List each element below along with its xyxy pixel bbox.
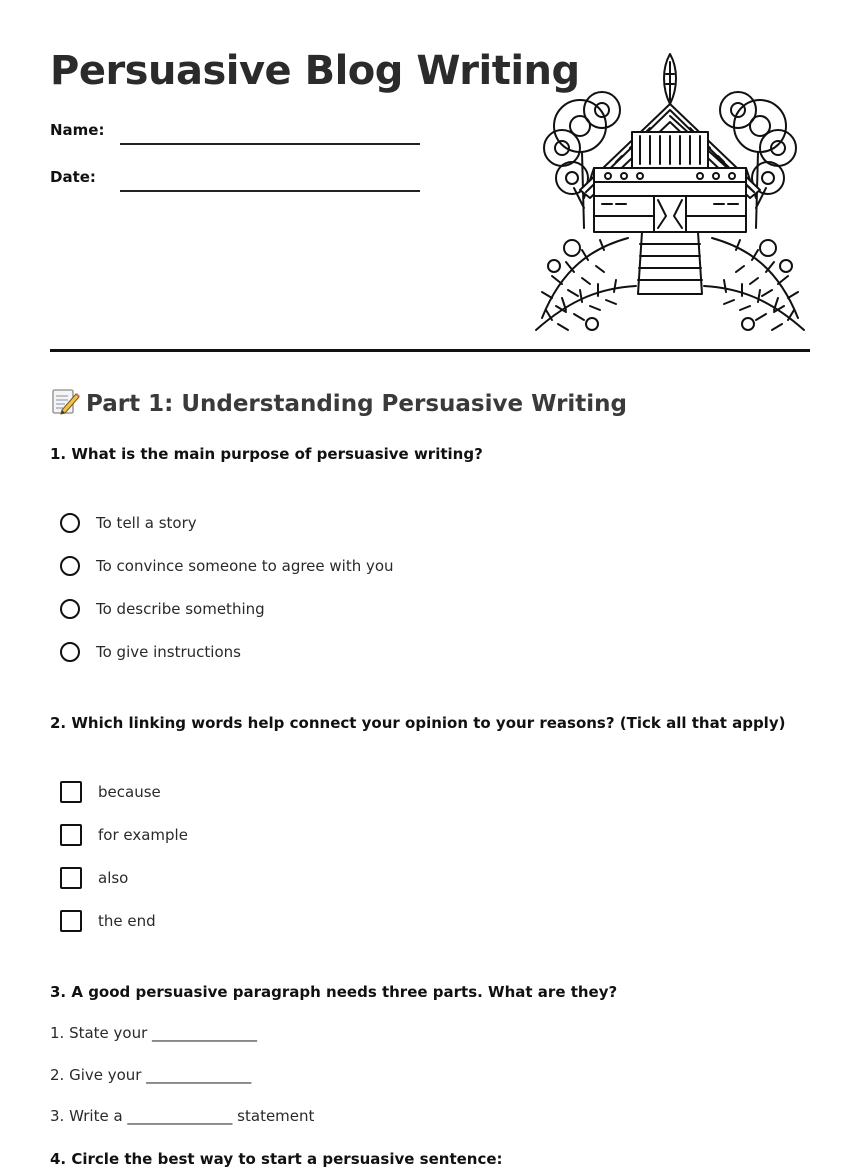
wharenui-meeting-house-illustration	[532, 48, 808, 332]
q3-blank-2[interactable]: 2. Give your ______________	[50, 1066, 252, 1084]
q2-option-1[interactable]	[60, 780, 161, 804]
question-3: 3. A good persuasive paragraph needs three parts. What are they?	[50, 983, 618, 1001]
q2-option-3[interactable]	[60, 866, 128, 890]
checkbox[interactable]	[60, 824, 82, 846]
q1-option-2[interactable]	[60, 554, 394, 578]
part1-heading-text: Part 1: Understanding Persuasive Writing	[86, 391, 628, 417]
q3-blank-3[interactable]: 3. Write a ______________ statement	[50, 1107, 315, 1125]
part1-heading	[50, 386, 627, 417]
radio-button[interactable]	[60, 513, 80, 533]
q1-option-label: To convince someone to agree with you	[96, 557, 394, 575]
q1-option-1[interactable]	[60, 511, 197, 535]
q2-option-label: also	[98, 869, 129, 887]
q1-option-3[interactable]	[60, 597, 265, 621]
q1-option-4[interactable]	[60, 640, 241, 664]
date-field[interactable]	[120, 190, 420, 192]
name-field[interactable]	[120, 143, 420, 145]
question-4: 4. Circle the best way to start a persuasive sentence:	[50, 1150, 503, 1168]
q1-option-label: To describe something	[96, 600, 265, 618]
question-2: 2. Which linking words help connect your opinion to your reasons? (Tick all that apply)	[50, 714, 786, 732]
q1-option-label: To tell a story	[96, 514, 197, 532]
left-fern-icon	[536, 238, 636, 330]
checkbox[interactable]	[60, 910, 82, 932]
question-1: 1. What is the main purpose of persuasive writing?	[50, 445, 483, 463]
memo-pencil-icon	[50, 386, 80, 416]
radio-button[interactable]	[60, 556, 80, 576]
q1-option-label: To give instructions	[96, 643, 241, 661]
checkbox[interactable]	[60, 867, 82, 889]
radio-button[interactable]	[60, 599, 80, 619]
q2-option-label: for example	[98, 826, 188, 844]
page-title: Persuasive Blog Writing	[50, 48, 580, 94]
checkbox[interactable]	[60, 781, 82, 803]
q2-option-label: the end	[98, 912, 156, 930]
header-divider	[50, 349, 810, 352]
q2-option-2[interactable]	[60, 823, 188, 847]
radio-button[interactable]	[60, 642, 80, 662]
q2-option-label: because	[98, 783, 161, 801]
name-label: Name:	[50, 121, 105, 139]
q2-option-4[interactable]	[60, 909, 156, 933]
right-fern-icon	[704, 238, 804, 330]
date-label: Date:	[50, 168, 96, 186]
q3-blank-1[interactable]: 1. State your ______________	[50, 1024, 258, 1042]
